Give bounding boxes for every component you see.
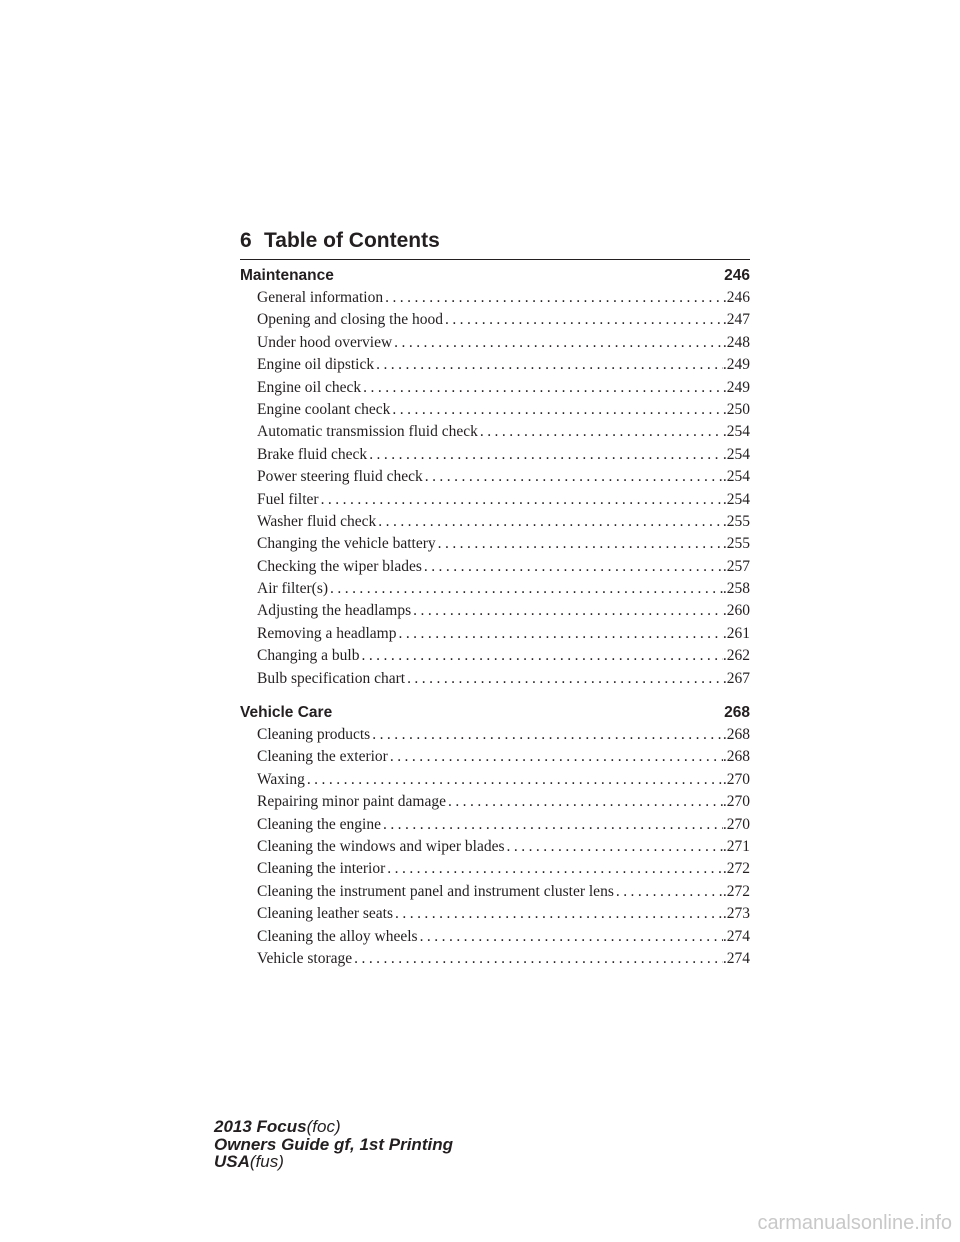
entry-page: .270 xyxy=(722,815,750,833)
toc-entry[interactable] xyxy=(257,511,750,533)
dot-leader xyxy=(385,858,723,880)
entry-label: Cleaning products xyxy=(257,726,371,744)
page-title: Table of Contents xyxy=(264,229,440,252)
footer-line-1: 2013 Focus(foc) xyxy=(214,1117,341,1136)
table-of-contents xyxy=(240,265,750,982)
dot-leader xyxy=(423,466,723,488)
watermark: carmanualsonline.info xyxy=(757,1212,952,1234)
entry-list xyxy=(240,287,750,690)
toc-entry[interactable] xyxy=(257,903,750,925)
entry-label: Cleaning the windows and wiper blades xyxy=(257,837,505,855)
entry-label: Cleaning leather seats xyxy=(257,905,394,923)
toc-entry[interactable] xyxy=(257,769,750,791)
footer-line-2: Owners Guide gf, 1st Printing xyxy=(214,1134,453,1154)
toc-entry[interactable] xyxy=(257,948,750,970)
dot-leader xyxy=(614,881,723,903)
entry-page: .270 xyxy=(722,793,750,811)
dot-leader xyxy=(367,444,723,466)
dot-leader xyxy=(328,578,723,600)
dot-leader xyxy=(393,903,723,925)
dot-leader xyxy=(376,511,723,533)
entry-label: Automatic transmission fluid check xyxy=(257,423,478,441)
dot-leader xyxy=(381,814,723,836)
entry-label: Repairing minor paint damage xyxy=(257,793,446,811)
toc-entry[interactable] xyxy=(257,791,750,813)
dot-leader xyxy=(383,287,723,309)
entry-page: .255 xyxy=(722,535,750,553)
page-number: 6 xyxy=(240,229,252,252)
entry-label: Changing a bulb xyxy=(257,647,360,665)
entry-label: Waxing xyxy=(257,770,305,788)
entry-label: Changing the vehicle battery xyxy=(257,535,436,553)
entry-page: .272 xyxy=(722,860,750,878)
toc-entry[interactable] xyxy=(257,623,750,645)
dot-leader xyxy=(478,421,723,443)
section-page: 268 xyxy=(724,704,750,722)
entry-page: .254 xyxy=(722,423,750,441)
entry-page: .268 xyxy=(722,748,750,766)
entry-page: .258 xyxy=(722,580,750,598)
dot-leader xyxy=(370,724,723,746)
entry-label: Air filter(s) xyxy=(257,580,329,598)
entry-page: .261 xyxy=(722,624,750,642)
entry-label: Opening and closing the hood xyxy=(257,311,443,329)
entry-label: Bulb specification chart xyxy=(257,669,406,687)
entry-page: .268 xyxy=(722,726,750,744)
toc-entry[interactable] xyxy=(257,421,750,443)
entry-page: .273 xyxy=(722,905,750,923)
dot-leader xyxy=(319,489,723,511)
toc-entry[interactable] xyxy=(257,668,750,690)
entry-label: Cleaning the instrument panel and instrument cluster lens xyxy=(257,882,614,900)
entry-label: Cleaning the engine xyxy=(257,815,381,833)
entry-page: .270 xyxy=(722,770,750,788)
entry-page: .248 xyxy=(722,333,750,351)
entry-label: General information xyxy=(257,289,384,306)
entry-page: .267 xyxy=(722,669,750,687)
dot-leader xyxy=(390,399,722,421)
entry-page: .249 xyxy=(722,378,750,396)
entry-label: Under hood overview xyxy=(257,333,393,351)
page-header xyxy=(240,229,750,260)
section-title: Maintenance xyxy=(240,267,334,284)
toc-entry[interactable] xyxy=(257,881,750,903)
dot-leader xyxy=(411,600,723,622)
toc-entry[interactable] xyxy=(257,489,750,511)
entry-label: Cleaning the exterior xyxy=(257,748,388,766)
dot-leader xyxy=(361,377,723,399)
entry-label: Adjusting the headlamps xyxy=(257,602,412,620)
toc-entry[interactable] xyxy=(257,332,750,354)
section-heading[interactable] xyxy=(240,702,750,724)
section-heading[interactable] xyxy=(240,265,750,287)
toc-entry[interactable] xyxy=(257,645,750,667)
dot-leader xyxy=(392,332,723,354)
entry-page: .254 xyxy=(722,445,750,463)
dot-leader xyxy=(436,533,723,555)
section-title: Vehicle Care xyxy=(240,704,333,722)
section-page: 246 xyxy=(724,267,750,284)
toc-entry[interactable] xyxy=(257,556,750,578)
entry-page: .274 xyxy=(722,949,750,967)
entry-page: .255 xyxy=(722,512,750,530)
toc-entry[interactable] xyxy=(257,377,750,399)
entry-label: Engine coolant check xyxy=(257,400,391,418)
entry-label: Engine oil check xyxy=(257,378,362,396)
entry-list xyxy=(240,724,750,970)
dot-leader xyxy=(305,769,723,791)
entry-page: .274 xyxy=(722,927,750,945)
dot-leader xyxy=(374,354,723,376)
dot-leader xyxy=(352,948,723,970)
dot-leader xyxy=(396,623,722,645)
entry-page: .257 xyxy=(722,557,750,575)
footer xyxy=(214,1118,453,1171)
entry-page: .260 xyxy=(722,602,750,620)
entry-label: Removing a headlamp xyxy=(257,624,397,642)
toc-entry[interactable] xyxy=(257,926,750,948)
entry-label: Cleaning the interior xyxy=(257,860,386,878)
entry-page: .272 xyxy=(722,882,750,900)
dot-leader xyxy=(443,309,723,331)
entry-page: .247 xyxy=(722,311,750,329)
entry-label: Cleaning the alloy wheels xyxy=(257,927,418,945)
footer-line-3: USA(fus) xyxy=(214,1152,284,1171)
toc-entry[interactable] xyxy=(257,836,750,858)
entry-page: .250 xyxy=(722,400,750,418)
toc-entry[interactable] xyxy=(257,287,750,309)
entry-label: Washer fluid check xyxy=(257,512,377,530)
entry-page: .271 xyxy=(722,837,750,855)
entry-label: Vehicle storage xyxy=(257,949,353,967)
entry-label: Engine oil dipstick xyxy=(257,356,375,374)
dot-leader xyxy=(359,645,722,667)
toc-entry[interactable] xyxy=(257,600,750,622)
toc-entry[interactable] xyxy=(257,466,750,488)
toc-entry[interactable] xyxy=(257,858,750,880)
toc-entry[interactable] xyxy=(257,578,750,600)
entry-page: .254 xyxy=(722,468,750,486)
dot-leader xyxy=(505,836,723,858)
toc-entry[interactable] xyxy=(257,309,750,331)
dot-leader xyxy=(388,746,723,768)
dot-leader xyxy=(405,668,723,690)
entry-label: Checking the wiper blades xyxy=(257,557,422,575)
entry-label: Brake fluid check xyxy=(257,445,368,463)
toc-entry[interactable] xyxy=(257,533,750,555)
toc-entry[interactable] xyxy=(257,444,750,466)
dot-leader xyxy=(422,556,723,578)
toc-entry[interactable] xyxy=(257,746,750,768)
dot-leader xyxy=(418,926,723,948)
entry-page: .254 xyxy=(722,490,750,508)
toc-entry[interactable] xyxy=(257,399,750,421)
entry-label: Power steering fluid check xyxy=(257,468,423,486)
toc-entry[interactable] xyxy=(257,814,750,836)
entry-page: .249 xyxy=(722,356,750,374)
entry-page: .246 xyxy=(722,289,750,306)
dot-leader xyxy=(446,791,723,813)
entry-page: .262 xyxy=(722,647,750,665)
entry-label: Fuel filter xyxy=(257,490,319,508)
toc-entry[interactable] xyxy=(257,724,750,746)
toc-entry[interactable] xyxy=(257,354,750,376)
